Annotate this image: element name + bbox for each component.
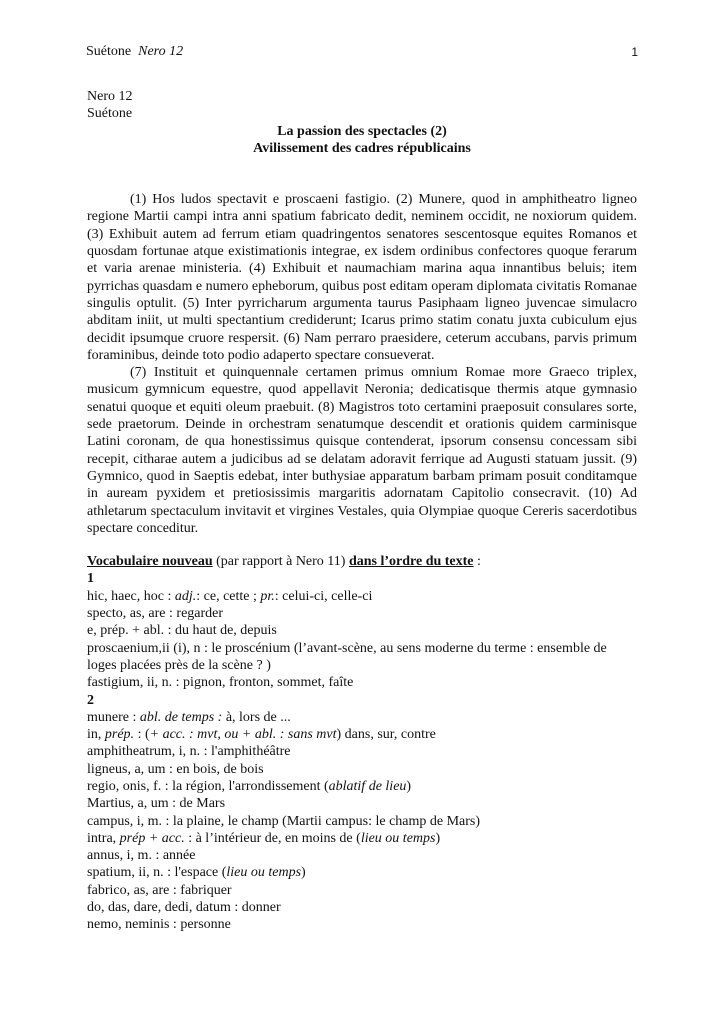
latin-paragraph-2: (7) Instituit et quinquennale certamen primus omnium Romae more Graeco triplex, musicum gymnicum equestre, quod appellavit Neronia; dedicatisque thermis atque gymnasio senatui quoque et equiti oleum praebuit. (8) Magistros toto certamini praeposuit consulares sorte, sede praetorum. Deinde in orchestram senatumque descendit et orationis quidem carminisque Latini coronam, de qua honestissimus quisque contenderat, ipsorum consensu concessam sibi recepit, citharae autem a judicibus ad se delatam adoravit ferrique ad Augusti statuam jussit. (9) Gymnico, quod in Saeptis edebat, inter buthysiae apparatum barbam primam posuit conditamque in auream pyxidem et pretiosissimis margaritis adornatam Capitolio consecravit. (10) Ad athletarum spectaculum invitavit et virgines Vestales, quia Olympiae quoque Cereris sacerdotibus spectare conceditur. [87,365,637,536]
vocab-entry: hic, haec, hoc : adj.: ce, cette ; pr.: celui-ci, celle-ci [87,588,373,604]
vocab-entry: fabrico, as, are : fabriquer [87,882,232,898]
title-line-1: La passion des spectacles (2) [277,123,447,139]
vocab-entry: spatium, ii, n. : l'espace (lieu ou temps) [87,865,306,881]
vocab-entry: campus, i, m. : la plaine, le champ (Martii campus: le champ de Mars) [87,813,481,829]
header-work: Nero 12 [138,44,184,59]
vocab-entry: proscaenium,ii (i), n : le proscénium (l’avant-scène, au sens moderne du terme : ensemble de loges placées près de la scène ? ) [87,640,607,673]
vocab-entry: specto, as, are : regarder [87,606,224,622]
intro-work: Nero 12 [87,89,133,104]
vocab-entry: annus, i, m. : année [87,848,196,864]
vocab-section-number: 2 [87,692,94,708]
vocab-entry: do, das, dare, dedi, datum : donner [87,900,281,916]
latin-paragraph-1: (1) Hos ludos spectavit e proscaeni fastigio. (2) Munere, quod in amphitheatro ligneo regione Martii campi intra anni spatium fabricato dedit, neminem occidit, ne noxiorum quidem. (3) Exhibuit autem ad ferrum etiam quadringentos senatores sescentosque equites Romanos et quosdam fortunae atque existimationis integrae, ex isdem ordinibus confectores quoque ferarum et varia arenae ministeria. (4) Exhibuit et naumachiam marina aqua innantibus beluis; item pyrrichas quasdam e numero epheborum, quibus post editam operam diplomata civitatis Romanae singulis optulit. (5) Inter pyrricharum argumenta taurus Pasiphaam ligneo juvencae simulacro abditam iniit, ut multi spectantium crediderunt; Icarus primo statim conatu juxta cubiculum ejus decidit ipsumque cruore respersit. (6) Nam perraro praesidere, ceterum accubans, parvis primum foraminibus, deinde toto podio adaperto spectare consueverat. [87,192,637,363]
vocab-entry: e, prép. + abl. : du haut de, depuis [87,623,277,639]
vocab-entry: nemo, neminis : personne [87,917,231,933]
vocab-entry: in, prép. : (+ acc. : mvt, ou + abl. : sans mvt) dans, sur, contre [87,727,436,743]
title-line-2: Avilissement des cadres républicains [253,140,471,156]
spacer [87,157,637,191]
vocab-entry: intra, prép + acc. : à l’intérieur de, en moins de (lieu ou temps) [87,830,441,846]
header-title [86,44,183,60]
vocab-entry: regio, onis, f. : la région, l'arrondissement (ablatif de lieu) [87,778,412,794]
header-author: Suétone [86,44,132,59]
spacer [87,537,637,553]
document-body [87,88,637,934]
vocab-entry: ligneus, a, um : en bois, de bois [87,761,264,777]
intro-author: Suétone [87,106,133,122]
vocab-entry: amphitheatrum, i, n. : l'amphithéâtre [87,744,291,760]
page-number: 1 [631,45,638,59]
vocab-heading: Vocabulaire nouveau (par rapport à Nero 11) dans l’ordre du texte : [87,554,481,570]
running-header [86,44,638,62]
vocab-entry: fastigium, ii, n. : pignon, fronton, sommet, faîte [87,675,354,691]
vocab-entry: munere : abl. de temps : à, lors de ... [87,709,291,725]
vocab-list [87,570,637,933]
vocab-section-number: 1 [87,571,94,587]
vocab-entry: Martius, a, um : de Mars [87,796,226,812]
